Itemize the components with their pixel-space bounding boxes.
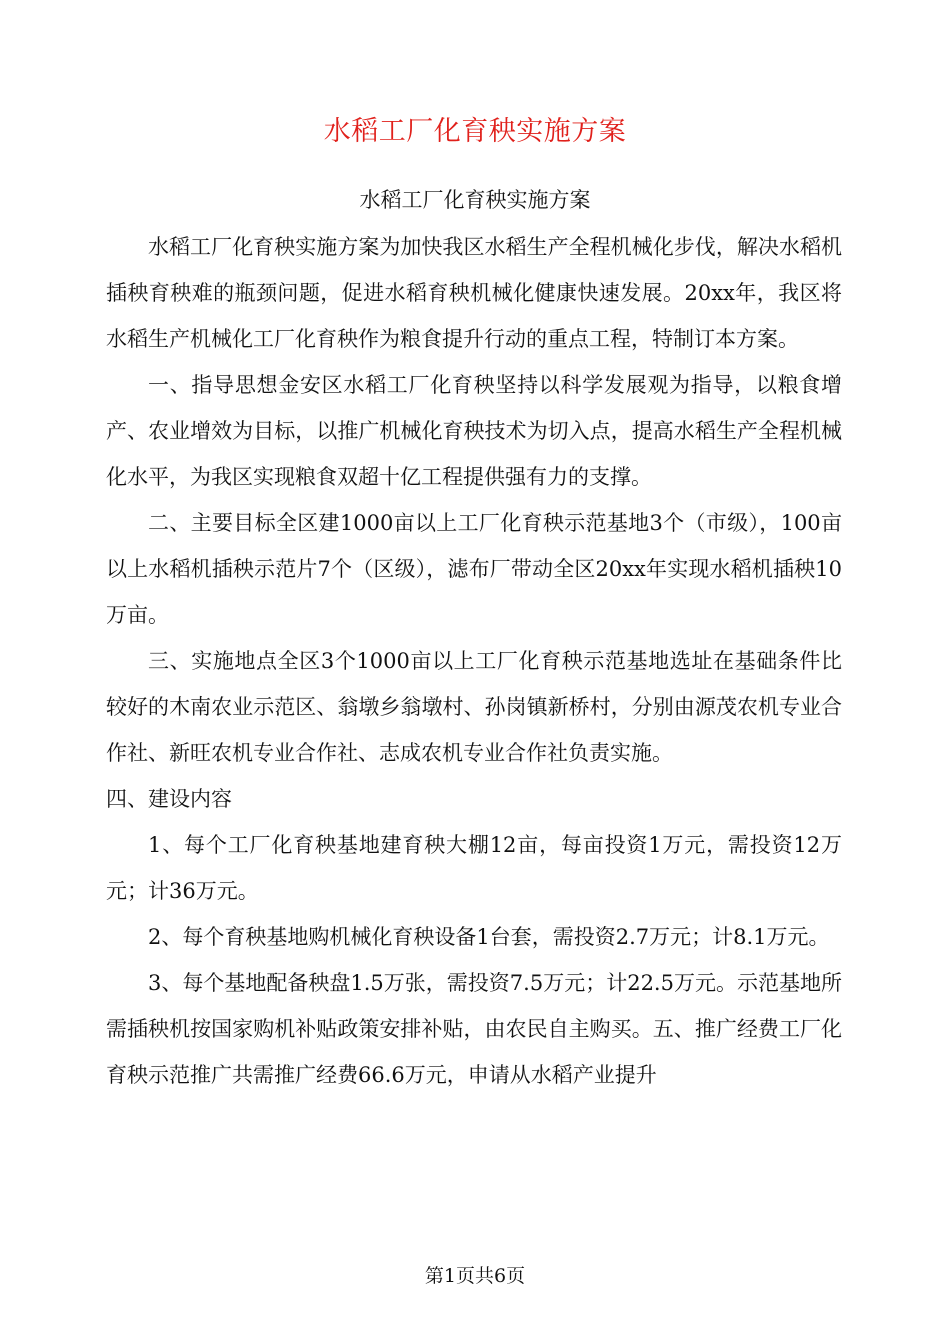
paragraph-location: 三、实施地点全区3个1000亩以上工厂化育秧示范基地选址在基础条件比较好的木南农业示范区、翁墩乡翁墩村、孙岗镇新桥村，分别由源茂农机专业合作社、新旺农机专业合作社、志成农机专业合作社负责实施。: [106, 649, 842, 765]
section-heading-construction: 四、建设内容: [106, 787, 232, 811]
document-body: [106, 224, 842, 1098]
paragraph-item-2: 2、每个育秧基地购机械化育秧设备1台套，需投资2.7万元；计8.1万元。: [148, 925, 830, 949]
paragraph-item-3: 3、每个基地配备秧盘1.5万张，需投资7.5万元；计22.5万元。示范基地所需插秧机按国家购机补贴政策安排补贴，由农民自主购买。五、推广经费工厂化育秧示范推广共需推广经费66.6万元，申请从水稻产业提升: [106, 971, 842, 1087]
paragraph-main-goals: 二、主要目标全区建1000亩以上工厂化育秧示范基地3个（市级），100亩以上水稻机插秧示范片7个（区级），滤布厂带动全区20xx年实现水稻机插秧10万亩。: [106, 511, 842, 627]
document-subtitle: 水稻工厂化育秧实施方案: [359, 188, 591, 212]
paragraph-item-1: 1、每个工厂化育秧基地建育秧大棚12亩，每亩投资1万元，需投资12万元；计36万元。: [106, 833, 842, 903]
paragraph-intro: 水稻工厂化育秧实施方案为加快我区水稻生产全程机械化步伐，解决水稻机插秧育秧难的瓶颈问题，促进水稻育秧机械化健康快速发展。20xx年，我区将水稻生产机械化工厂化育秧作为粮食提升行动的重点工程，特制订本方案。: [106, 235, 842, 351]
page-number: 第1页共6页: [424, 1265, 526, 1287]
document-title: 水稻工厂化育秧实施方案: [323, 116, 627, 147]
paragraph-guiding-ideology: 一、指导思想金安区水稻工厂化育秧坚持以科学发展观为指导，以粮食增产、农业增效为目标，以推广机械化育秧技术为切入点，提高水稻生产全程机械化水平，为我区实现粮食双超十亿工程提供强有力的支撑。: [106, 373, 842, 489]
